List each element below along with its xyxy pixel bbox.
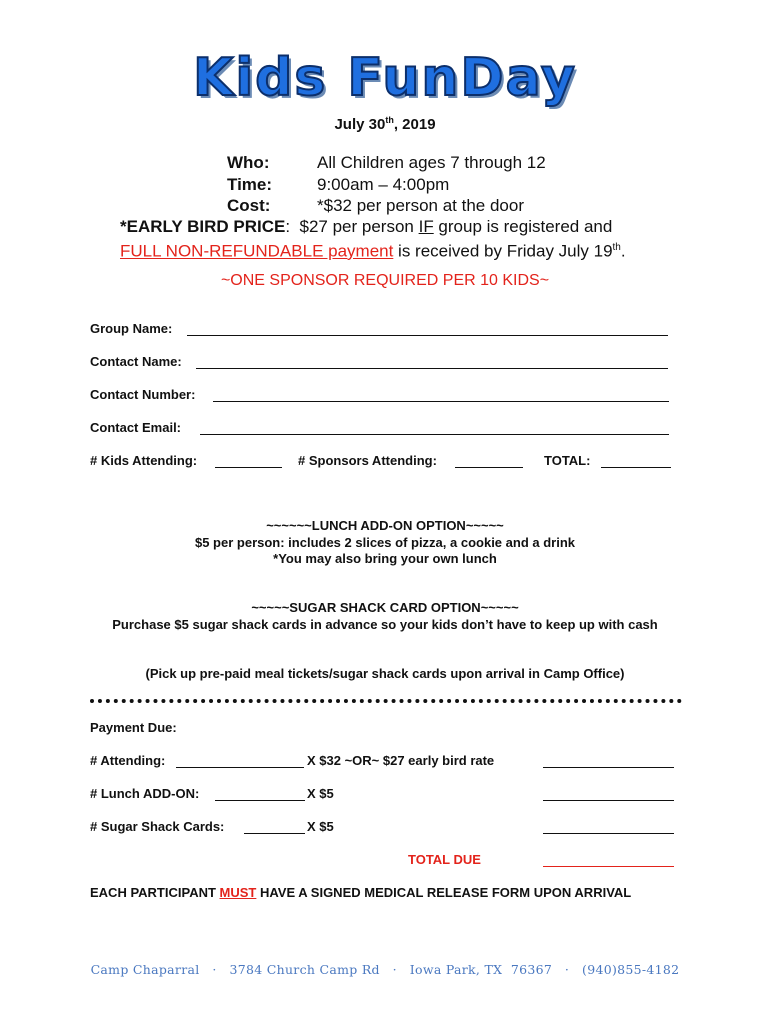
- medical-release-note: [90, 885, 631, 900]
- attending-amount-field[interactable]: [543, 767, 674, 768]
- time-value: 9:00am – 4:00pm: [317, 175, 450, 194]
- group-name-field[interactable]: [187, 335, 668, 336]
- early-bird-note: [120, 216, 720, 262]
- footer-address: Camp Chaparral · 3784 Church Camp Rd · Iowa Park, TX 76367 · (940)855-4182: [90, 962, 680, 977]
- sponsors-attending-field[interactable]: [455, 467, 523, 468]
- release-must: MUST: [219, 885, 257, 900]
- attending-count-field[interactable]: [176, 767, 304, 768]
- early-bird-if: IF: [418, 217, 434, 236]
- lunch-addon-label: # Lunch ADD-ON:: [90, 786, 200, 801]
- lunch-own-note: *You may also bring your own lunch: [273, 551, 497, 566]
- early-bird-text: $27 per person: [290, 217, 419, 236]
- payment-heading: Payment Due:: [90, 720, 177, 735]
- time-label: Time:: [227, 175, 273, 194]
- pickup-note: (Pick up pre-paid meal tickets/sugar shack cards upon arrival in Camp Office): [145, 666, 625, 681]
- contact-email-field[interactable]: [200, 434, 669, 435]
- date-suffix: th: [385, 115, 394, 125]
- sugar-heading: ~~~~~SUGAR SHACK CARD OPTION~~~~~: [251, 600, 519, 615]
- cost-label: Cost:: [227, 196, 271, 215]
- attending-rate: X $32 ~OR~ $27 early bird rate: [307, 753, 495, 768]
- lunch-addon-rate: X $5: [307, 786, 334, 801]
- date-year: , 2019: [393, 116, 436, 133]
- contact-number-label: Contact Number:: [90, 387, 196, 402]
- date-main: July 30: [334, 116, 386, 133]
- kids-attending-label: # Kids Attending:: [90, 453, 198, 468]
- sponsors-attending-label: # Sponsors Attending:: [298, 453, 437, 468]
- sugar-cards-amount-field[interactable]: [543, 833, 674, 834]
- sponsor-note: ~ONE SPONSOR REQUIRED PER 10 KIDS~: [220, 272, 550, 289]
- event-date: [0, 115, 770, 133]
- early-bird-text-2: group is registered and: [433, 217, 613, 236]
- page-title: Kids FunDay: [193, 48, 577, 108]
- contact-name-label: Contact Name:: [90, 354, 182, 369]
- lunch-addon-count-field[interactable]: [215, 800, 305, 801]
- early-bird-end: .: [620, 241, 626, 261]
- cost-value: *$32 per person at the door: [317, 196, 524, 215]
- release-text: EACH PARTICIPANT: [90, 885, 220, 900]
- lunch-addon-amount-field[interactable]: [543, 800, 674, 801]
- group-name-label: Group Name:: [90, 321, 173, 336]
- kids-attending-field[interactable]: [215, 467, 282, 468]
- sugar-cards-count-field[interactable]: [244, 833, 305, 834]
- lunch-details: $5 per person: includes 2 slices of pizza, a cookie and a drink: [194, 535, 575, 550]
- who-value: All Children ages 7 through 12: [317, 153, 546, 172]
- who-label: Who:: [227, 153, 270, 172]
- contact-name-field[interactable]: [196, 368, 668, 369]
- early-bird-deadline: is received by Friday July 19: [393, 241, 613, 261]
- contact-number-field[interactable]: [213, 401, 669, 402]
- cut-line-divider: [90, 699, 682, 703]
- attending-label: # Attending:: [90, 753, 166, 768]
- total-due-field[interactable]: [543, 866, 674, 867]
- non-refundable-note: FULL NON-REFUNDABLE payment: [120, 241, 394, 261]
- early-bird-label: *EARLY BIRD PRICE: [120, 217, 286, 236]
- sugar-details: Purchase $5 sugar shack cards in advance so your kids don’t have to keep up with cash: [112, 617, 658, 632]
- deadline-suffix: th: [612, 242, 621, 253]
- lunch-heading: ~~~~~~LUNCH ADD-ON OPTION~~~~~: [266, 518, 504, 533]
- sugar-cards-rate: X $5: [307, 819, 334, 834]
- contact-email-label: Contact Email:: [90, 420, 182, 435]
- total-due-label: TOTAL DUE: [408, 852, 481, 867]
- total-field[interactable]: [601, 467, 671, 468]
- release-text-2: HAVE A SIGNED MEDICAL RELEASE FORM UPON ARRIVAL: [256, 885, 632, 900]
- sugar-cards-label: # Sugar Shack Cards:: [90, 819, 225, 834]
- early-bird-colon: :: [285, 217, 291, 236]
- total-label: TOTAL:: [544, 453, 591, 468]
